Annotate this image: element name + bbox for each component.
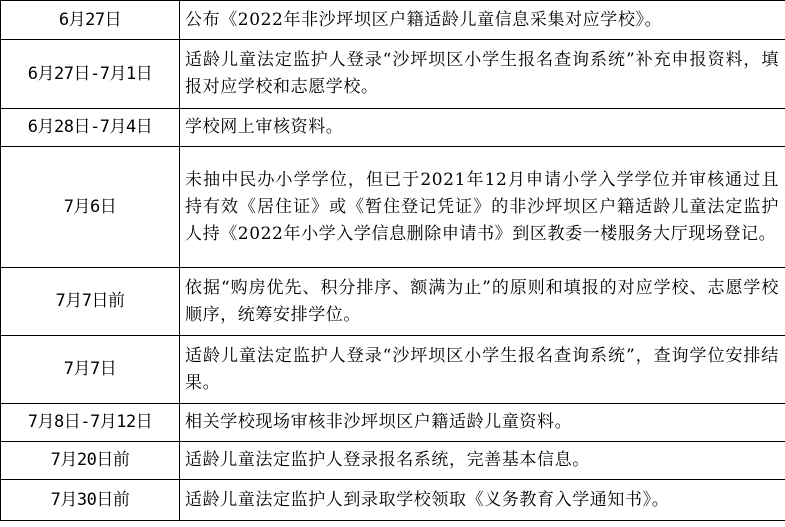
description-cell: 适龄儿童法定监护人登录报名系统，完善基本信息。 xyxy=(180,442,785,480)
table-row xyxy=(1,1,785,40)
date-cell: 7月7日前 xyxy=(1,268,180,336)
description-cell: 适龄儿童法定监护人到录取学校领取《义务教育入学通知书》。 xyxy=(180,480,785,521)
date-cell: 7月30日前 xyxy=(1,480,180,521)
table-row xyxy=(1,40,785,109)
table-row xyxy=(1,404,785,442)
date-cell: 7月6日 xyxy=(1,147,180,268)
table-row xyxy=(1,336,785,404)
date-cell: 6月28日-7月4日 xyxy=(1,109,180,147)
description-cell: 学校网上审核资料。 xyxy=(180,109,785,147)
date-cell: 6月27日 xyxy=(1,1,180,40)
description-cell: 公布《2022年非沙坪坝区户籍适龄儿童信息采集对应学校》。 xyxy=(180,1,785,40)
description-cell: 依据“购房优先、积分排序、额满为止”的原则和填报的对应学校、志愿学校顺序，统筹安排学位。 xyxy=(180,268,785,336)
schedule-table-body xyxy=(1,1,785,521)
description-cell: 相关学校现场审核非沙坪坝区户籍适龄儿童资料。 xyxy=(180,404,785,442)
date-cell: 7月8日-7月12日 xyxy=(1,404,180,442)
description-cell: 适龄儿童法定监护人登录“沙坪坝区小学生报名查询系统”，查询学位安排结果。 xyxy=(180,336,785,404)
description-cell: 未抽中民办小学学位，但已于2021年12月申请小学入学学位并审核通过且持有效《居住证》或《暂住登记凭证》的非沙坪坝区户籍适龄儿童法定监护人持《2022年小学入学信息删除申请书》到区教委一楼服务大厅现场登记。 xyxy=(180,147,785,268)
date-cell: 7月20日前 xyxy=(1,442,180,480)
date-cell: 6月27日-7月1日 xyxy=(1,40,180,109)
description-cell: 适龄儿童法定监护人登录“沙坪坝区小学生报名查询系统”补充申报资料，填报对应学校和志愿学校。 xyxy=(180,40,785,109)
table-row xyxy=(1,109,785,147)
table-row xyxy=(1,147,785,268)
table-row xyxy=(1,442,785,480)
date-cell: 7月7日 xyxy=(1,336,180,404)
table-row xyxy=(1,480,785,521)
table-row xyxy=(1,268,785,336)
